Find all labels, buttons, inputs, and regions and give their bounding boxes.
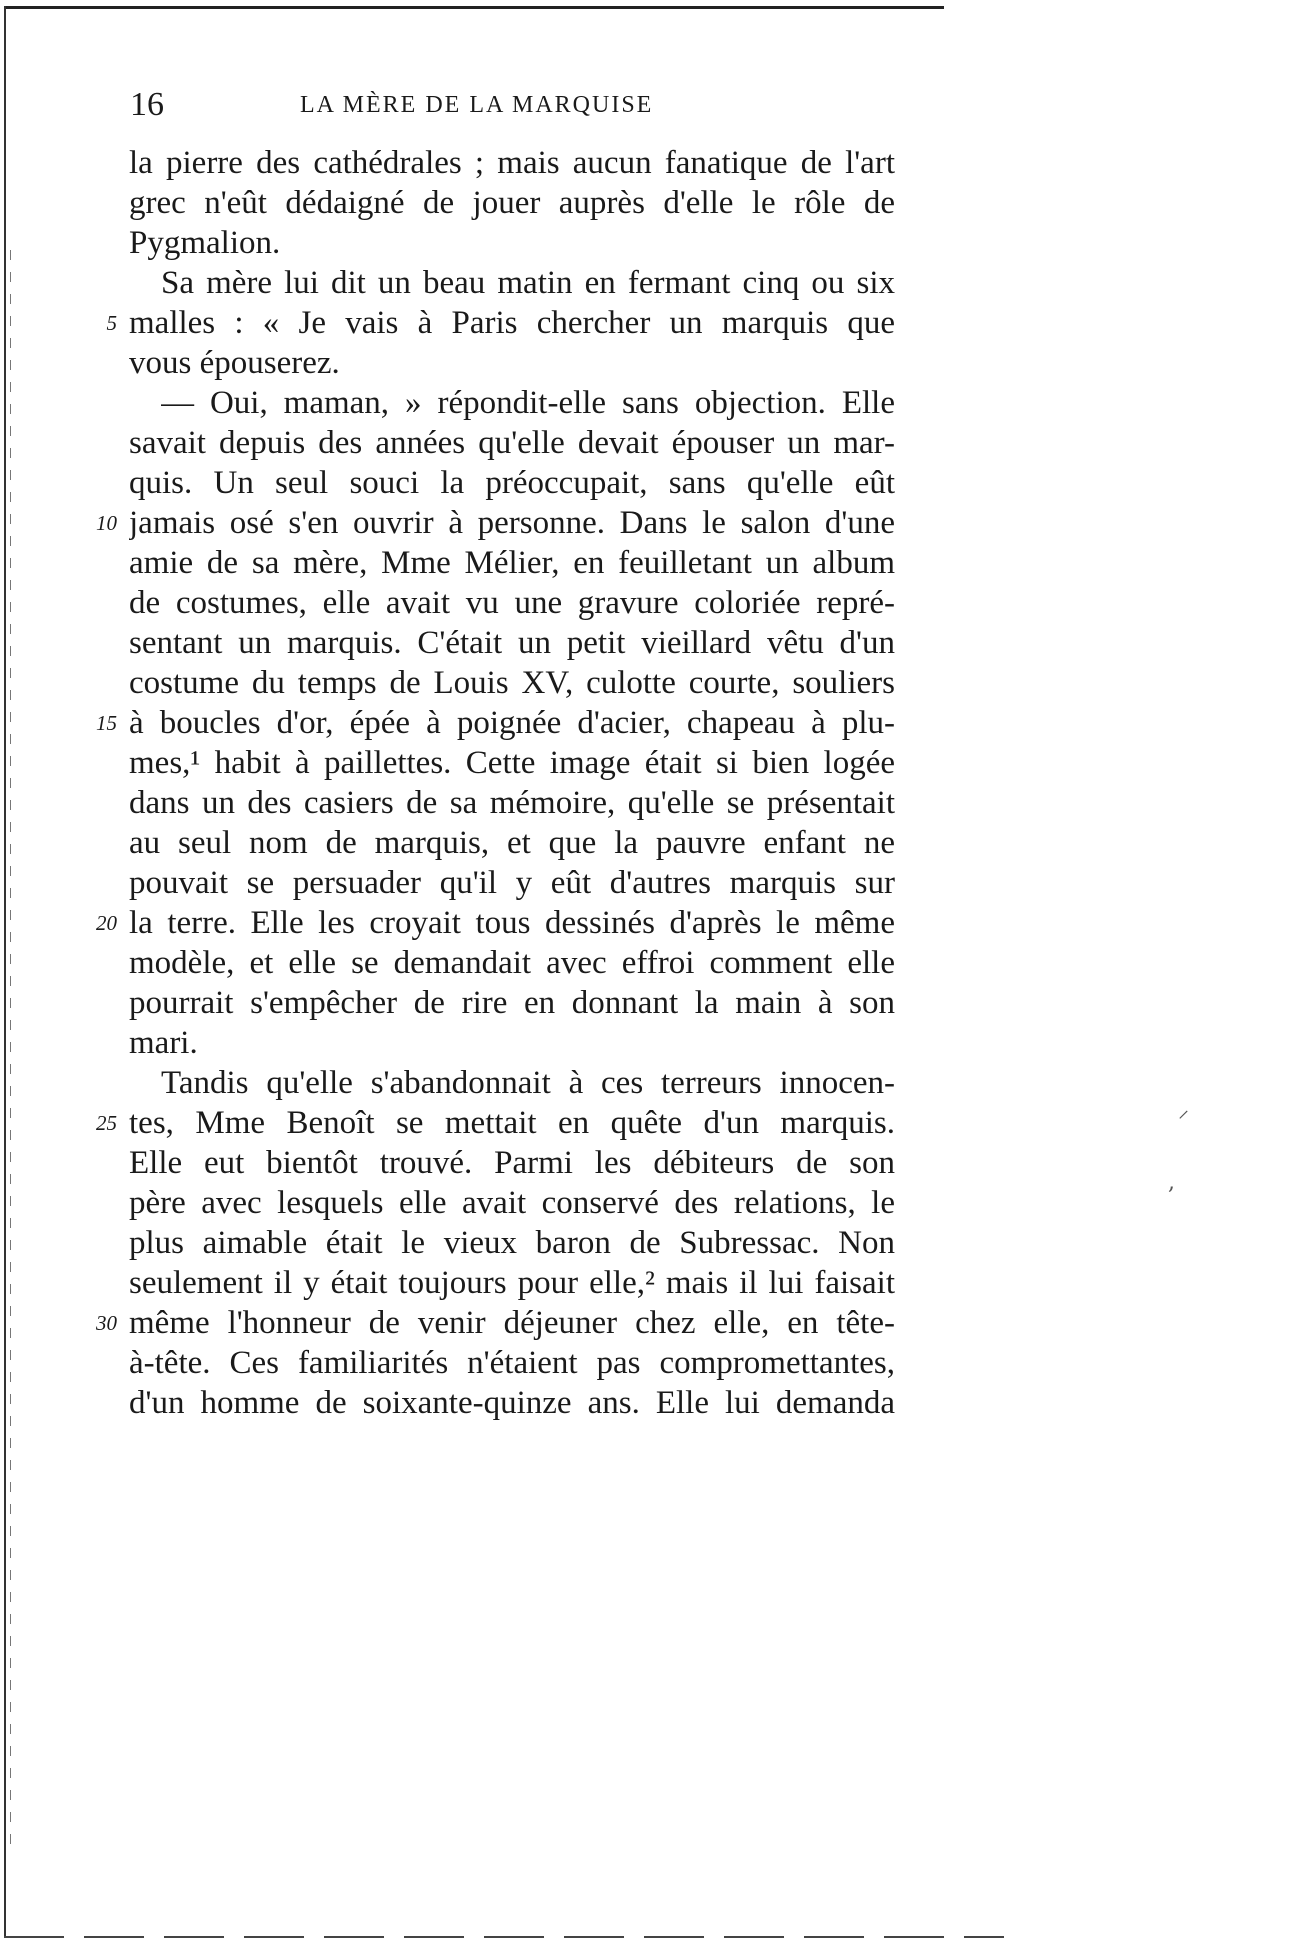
text-line bbox=[129, 663, 895, 703]
text-line bbox=[129, 943, 895, 983]
line-text: costume du temps de Louis XV, culotte courte, souliers bbox=[129, 665, 895, 701]
line-text: père avec lesquels elle avait conservé des relations, le bbox=[129, 1185, 895, 1221]
text-line bbox=[129, 1023, 895, 1063]
line-text: Tandis qu'elle s'abandonnait à ces terreurs innocen- bbox=[161, 1065, 895, 1101]
text-line bbox=[96, 1303, 895, 1343]
body-text bbox=[96, 143, 895, 1423]
scan-border-left-dashed bbox=[10, 250, 11, 1850]
text-line bbox=[96, 703, 895, 743]
running-head bbox=[130, 86, 890, 126]
line-text: — Oui, maman, » répondit-elle sans objection. Elle bbox=[161, 385, 895, 421]
line-text: dans un des casiers de sa mémoire, qu'elle se présentait bbox=[129, 785, 895, 821]
line-number: 20 bbox=[96, 911, 117, 935]
text-line bbox=[129, 543, 895, 583]
line-text: pouvait se persuader qu'il y eût d'autres marquis sur bbox=[129, 865, 895, 901]
line-text: seulement il y était toujours pour elle,² mais il lui faisait bbox=[129, 1265, 895, 1301]
line-text: vous épouserez. bbox=[129, 345, 340, 381]
line-text: à boucles d'or, épée à poignée d'acier, chapeau à plu- bbox=[129, 705, 895, 741]
line-number: 10 bbox=[96, 511, 117, 535]
line-text: mari. bbox=[129, 1025, 198, 1061]
page-number: 16 bbox=[130, 86, 164, 123]
line-text: au seul nom de marquis, et que la pauvre enfant ne bbox=[129, 825, 895, 861]
line-text: amie de sa mère, Mme Mélier, en feuilletant un album bbox=[129, 545, 895, 581]
line-text: pourrait s'empêcher de rire en donnant la main à son bbox=[129, 985, 895, 1021]
text-line bbox=[106, 303, 895, 343]
text-line bbox=[96, 1103, 895, 1143]
line-text: malles : « Je vais à Paris chercher un marquis que bbox=[129, 305, 895, 341]
line-text: d'un homme de soixante-quinze ans. Elle lui demanda bbox=[129, 1385, 895, 1421]
line-text: jamais osé s'en ouvrir à personne. Dans le salon d'une bbox=[129, 505, 895, 541]
line-number: 5 bbox=[106, 311, 117, 335]
line-number: 30 bbox=[96, 1311, 117, 1335]
text-line bbox=[129, 183, 895, 223]
text-line bbox=[129, 463, 895, 503]
line-text: Sa mère lui dit un beau matin en fermant cinq ou six bbox=[161, 265, 895, 301]
line-number: 15 bbox=[96, 711, 117, 735]
line-text: quis. Un seul souci la préoccupait, sans qu'elle eût bbox=[129, 465, 895, 501]
line-text: modèle, et elle se demandait avec effroi comment elle bbox=[129, 945, 895, 981]
line-text: Elle eut bientôt trouvé. Parmi les débiteurs de son bbox=[129, 1145, 895, 1181]
text-line bbox=[129, 1183, 895, 1223]
line-text: de costumes, elle avait vu une gravure coloriée repré- bbox=[129, 585, 895, 621]
line-text: savait depuis des années qu'elle devait épouser un mar- bbox=[129, 425, 895, 461]
line-text: grec n'eût dédaigné de jouer auprès d'elle le rôle de bbox=[129, 185, 895, 221]
text-line bbox=[129, 863, 895, 903]
text-line bbox=[129, 823, 895, 863]
text-line bbox=[129, 1263, 895, 1303]
scan-border-top bbox=[4, 6, 944, 9]
line-text: tes, Mme Benoît se mettait en quête d'un marquis. bbox=[129, 1105, 895, 1141]
text-line bbox=[129, 1343, 895, 1383]
scan-border-bottom bbox=[4, 1936, 1004, 1938]
text-line bbox=[129, 263, 895, 303]
text-line bbox=[129, 983, 895, 1023]
text-line bbox=[129, 143, 895, 183]
text-line bbox=[129, 343, 895, 383]
line-number: 25 bbox=[96, 1111, 117, 1135]
text-line bbox=[129, 623, 895, 663]
scan-border-left bbox=[4, 6, 6, 1936]
text-line bbox=[129, 423, 895, 463]
line-text: même l'honneur de venir déjeuner chez elle, en tête- bbox=[129, 1305, 895, 1341]
text-line bbox=[96, 503, 895, 543]
text-line bbox=[129, 223, 895, 263]
text-line bbox=[129, 743, 895, 783]
line-text: à-tête. Ces familiarités n'étaient pas compromettantes, bbox=[129, 1345, 895, 1381]
line-text: la terre. Elle les croyait tous dessinés d'après le même bbox=[129, 905, 895, 941]
line-text: mes,¹ habit à paillettes. Cette image était si bien logée bbox=[129, 745, 895, 781]
line-text: plus aimable était le vieux baron de Subressac. Non bbox=[129, 1225, 895, 1261]
text-line bbox=[96, 903, 895, 943]
text-line bbox=[129, 583, 895, 623]
text-line bbox=[129, 1063, 895, 1103]
running-title: LA MÈRE DE LA MARQUISE bbox=[300, 92, 654, 118]
line-text: Pygmalion. bbox=[129, 225, 281, 261]
scan-speck: , bbox=[1168, 1170, 1175, 1195]
scan-speck: ⸝ bbox=[1178, 1098, 1190, 1123]
text-line bbox=[129, 1383, 895, 1423]
text-line bbox=[129, 783, 895, 823]
text-line bbox=[129, 383, 895, 423]
text-line bbox=[129, 1143, 895, 1183]
line-text: sentant un marquis. C'était un petit vieillard vêtu d'un bbox=[129, 625, 895, 661]
text-line bbox=[129, 1223, 895, 1263]
line-text: la pierre des cathédrales ; mais aucun fanatique de l'art bbox=[129, 145, 895, 181]
